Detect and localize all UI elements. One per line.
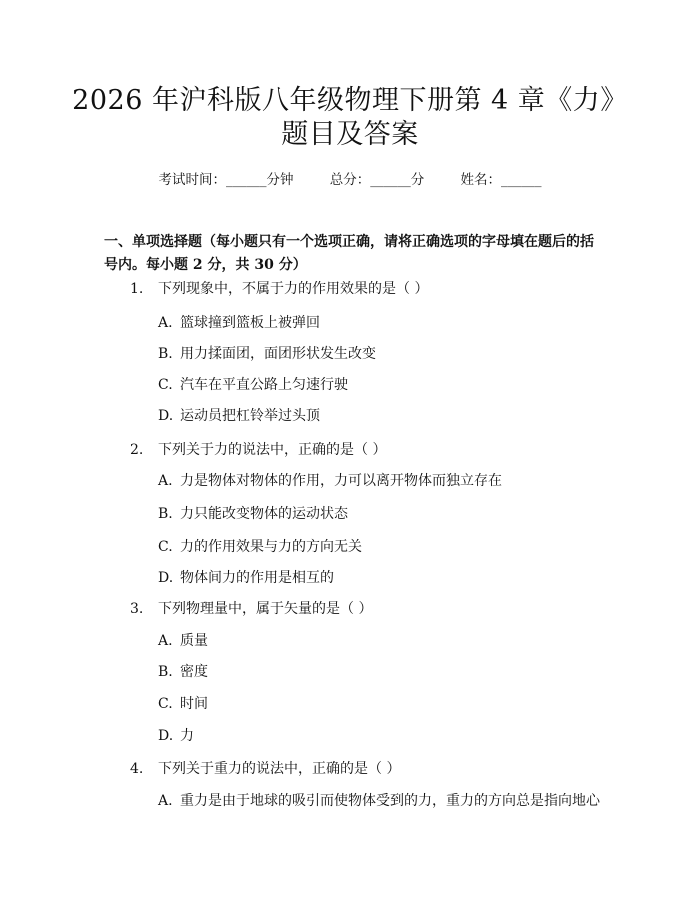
option-text: 时间 xyxy=(180,696,208,712)
option-letter: D. xyxy=(158,408,174,424)
question-text: 下列关于力的说法中，正确的是（ ） xyxy=(158,442,387,458)
question-number: 2. xyxy=(130,442,144,458)
q2-option-d xyxy=(158,568,334,588)
option-letter: A. xyxy=(158,633,173,649)
document-title-line2: 题目及答案 xyxy=(281,119,419,150)
q4-option-a xyxy=(158,791,600,811)
q3-option-a xyxy=(158,631,208,651)
exam-time-field: 考试时间：______分钟 xyxy=(158,172,294,188)
question-text: 下列现象中，不属于力的作用效果的是（ ） xyxy=(158,281,429,297)
option-letter: D. xyxy=(158,570,174,586)
document-title-line1: 2026 年沪科版八年级物理下册第 4 章《力》 xyxy=(72,85,628,116)
option-text: 篮球撞到篮板上被弹回 xyxy=(180,315,320,331)
question-4 xyxy=(130,759,400,779)
section-heading: 一、单项选择题（每小题只有一个选项正确，请将正确选项的字母填在题后的括号内。每小题 2 分，共 30 分） xyxy=(104,234,594,273)
option-text: 力是物体对物体的作用，力可以离开物体而独立存在 xyxy=(180,473,502,489)
option-text: 质量 xyxy=(180,633,208,649)
option-text: 物体间力的作用是相互的 xyxy=(180,570,334,586)
option-text: 重力是由于地球的吸引而使物体受到的力，重力的方向总是指向地心 xyxy=(180,793,600,809)
q1-option-d xyxy=(158,406,320,426)
option-letter: B. xyxy=(158,506,173,522)
q3-option-c xyxy=(158,694,208,714)
question-text: 下列物理量中，属于矢量的是（ ） xyxy=(158,601,373,617)
option-letter: B. xyxy=(158,664,173,680)
option-letter: A. xyxy=(158,473,173,489)
option-text: 用力揉面团，面团形状发生改变 xyxy=(180,346,376,362)
question-2 xyxy=(130,440,386,460)
option-letter: D. xyxy=(158,728,174,744)
option-text: 运动员把杠铃举过头顶 xyxy=(180,408,320,424)
q1-option-b xyxy=(158,344,376,364)
name-field: 姓名：______ xyxy=(460,172,542,188)
option-letter: B. xyxy=(158,346,173,362)
option-text: 力 xyxy=(180,728,194,744)
option-letter: C. xyxy=(158,696,173,712)
option-letter: A. xyxy=(158,793,173,809)
option-text: 汽车在平直公路上匀速行驶 xyxy=(180,377,348,393)
question-number: 3. xyxy=(130,601,144,617)
exam-meta xyxy=(0,168,700,188)
q2-option-a xyxy=(158,471,502,491)
question-number: 1. xyxy=(130,281,144,297)
option-text: 力只能改变物体的运动状态 xyxy=(180,506,348,522)
option-letter: C. xyxy=(158,539,173,555)
q2-option-c xyxy=(158,537,362,557)
question-3 xyxy=(130,599,372,619)
q1-option-a xyxy=(158,313,320,333)
q3-option-b xyxy=(158,662,208,682)
option-letter: C. xyxy=(158,377,173,393)
q2-option-b xyxy=(158,504,348,524)
option-text: 力的作用效果与力的方向无关 xyxy=(180,539,362,555)
q1-option-c xyxy=(158,375,348,395)
q3-option-d xyxy=(158,726,194,746)
option-text: 密度 xyxy=(180,664,208,680)
total-score-field: 总分：______分 xyxy=(329,172,425,188)
question-text: 下列关于重力的说法中，正确的是（ ） xyxy=(158,761,401,777)
question-1 xyxy=(130,279,428,299)
question-number: 4. xyxy=(130,761,144,777)
option-letter: A. xyxy=(158,315,173,331)
